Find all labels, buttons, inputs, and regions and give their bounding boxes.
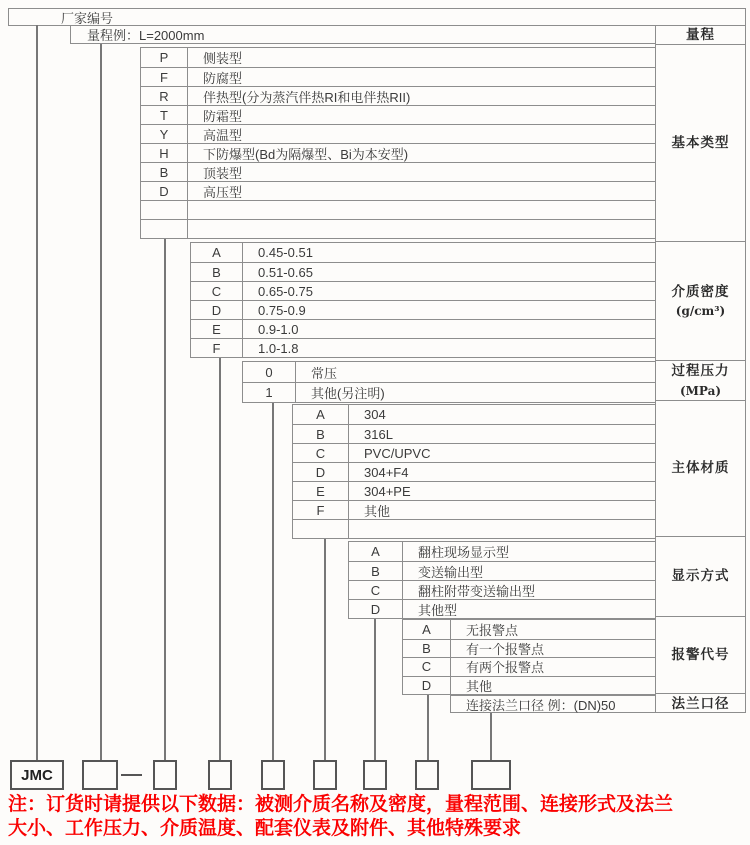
manufacturer-row xyxy=(8,8,746,26)
option-code: B xyxy=(141,163,188,181)
option-row xyxy=(403,657,655,676)
category-label-process-pressure xyxy=(656,361,745,401)
connector-line xyxy=(219,358,221,760)
option-description: 翻柱附带变送输出型 xyxy=(418,583,536,599)
option-code: 0 xyxy=(243,362,296,382)
option-code: A xyxy=(403,620,451,639)
option-row xyxy=(141,200,655,219)
option-row xyxy=(191,300,655,319)
option-row xyxy=(293,481,655,500)
option-description: PVC/UPVC xyxy=(364,445,431,461)
option-description xyxy=(188,220,655,238)
ordering-note xyxy=(8,793,750,842)
section-process-pressure xyxy=(242,361,656,403)
option-row xyxy=(293,462,655,481)
option-row xyxy=(191,243,655,262)
option-description xyxy=(349,520,655,538)
option-code xyxy=(141,220,188,238)
option-description: 1.0-1.8 xyxy=(258,340,299,356)
option-row xyxy=(141,181,655,200)
section-body-material xyxy=(292,404,656,539)
option-row xyxy=(349,561,655,580)
option-description: 0.75-0.9 xyxy=(258,302,306,318)
option-description: 有一个报警点 xyxy=(466,641,545,657)
option-code xyxy=(141,201,188,219)
option-row xyxy=(293,405,655,424)
option-row xyxy=(349,542,655,561)
section-display-mode xyxy=(348,541,656,619)
code-box-alarm-code xyxy=(415,760,439,790)
option-code: A xyxy=(191,243,243,262)
manufacturer-label: 厂家编号 xyxy=(61,10,114,26)
option-row xyxy=(349,580,655,599)
option-description: 0.65-0.75 xyxy=(258,283,313,299)
option-description: 304 xyxy=(364,407,386,422)
option-code: E xyxy=(293,482,349,500)
code-box-process-pressure xyxy=(261,760,285,790)
range-row xyxy=(70,25,656,44)
option-code: H xyxy=(141,144,188,162)
option-row xyxy=(141,143,655,162)
category-label-text: 基本类型 xyxy=(671,134,730,151)
option-code: F xyxy=(191,339,243,357)
option-description: 其他型 xyxy=(418,602,458,618)
option-description: 防霜型 xyxy=(203,108,243,124)
option-row xyxy=(191,319,655,338)
code-box-flange-size xyxy=(471,760,511,790)
option-row xyxy=(141,219,655,238)
option-row xyxy=(403,620,655,639)
category-label-text: 主体材质 xyxy=(671,460,730,477)
option-code: F xyxy=(293,501,349,519)
option-code: D xyxy=(349,600,403,618)
option-description: 常压 xyxy=(311,365,338,381)
option-code: C xyxy=(349,581,403,599)
option-code: C xyxy=(403,658,451,676)
option-row xyxy=(243,362,655,382)
section-medium-density xyxy=(190,242,656,358)
option-code: A xyxy=(293,405,349,424)
code-box-range xyxy=(82,760,118,790)
flange-size-row xyxy=(450,695,656,713)
connector-line xyxy=(427,695,429,760)
category-label-subtext: (MPa) xyxy=(679,383,722,398)
code-box-medium-density xyxy=(208,760,232,790)
option-code: B xyxy=(293,425,349,443)
option-row xyxy=(403,639,655,658)
connector-line xyxy=(374,619,376,760)
option-description: 伴热型(分为蒸汽伴热RI和电伴热RII) xyxy=(203,89,411,105)
category-label-column xyxy=(655,25,746,713)
option-description: 304+F4 xyxy=(364,464,409,480)
section-alarm-code xyxy=(402,619,656,695)
option-description: 其他 xyxy=(364,503,391,519)
option-description: 高温型 xyxy=(203,127,243,143)
option-row xyxy=(191,262,655,281)
option-row xyxy=(293,500,655,519)
connector-line xyxy=(164,239,166,760)
option-code: D xyxy=(141,182,188,200)
option-code: D xyxy=(293,463,349,481)
connector-line xyxy=(272,403,274,760)
section-basic-type xyxy=(140,47,656,239)
option-code: B xyxy=(403,640,451,658)
connector-line xyxy=(100,44,102,760)
option-description: 防腐型 xyxy=(203,70,243,86)
option-description: 0.51-0.65 xyxy=(258,264,313,280)
option-code: D xyxy=(191,301,243,319)
dash-separator xyxy=(121,774,142,776)
option-code: T xyxy=(141,106,188,124)
option-row xyxy=(141,124,655,143)
option-code: R xyxy=(141,87,188,105)
option-code: D xyxy=(403,677,451,695)
category-label-text: 量程 xyxy=(686,26,715,43)
code-box-basic-type xyxy=(153,760,177,790)
option-code: E xyxy=(191,320,243,338)
option-description: 下防爆型(Bd为隔爆型、Bi为本安型) xyxy=(203,146,409,162)
option-row xyxy=(141,162,655,181)
connector-line xyxy=(490,713,492,760)
option-row xyxy=(141,105,655,124)
category-label-text: 报警代号 xyxy=(671,646,730,663)
category-label-text: 介质密度 xyxy=(671,283,730,300)
category-label-display-mode xyxy=(656,537,745,617)
option-row xyxy=(141,86,655,105)
category-label-range xyxy=(656,26,745,45)
option-row xyxy=(141,67,655,86)
category-label-text: 法兰口径 xyxy=(671,696,730,712)
category-label-text: 显示方式 xyxy=(671,568,730,585)
ordering-note-line: 大小、工作压力、介质温度、配套仪表及附件、其他特殊要求 xyxy=(8,818,522,840)
flange-size-label: 连接法兰口径 例：(DN)50 xyxy=(466,697,616,713)
option-row xyxy=(191,281,655,300)
category-label-flange-size xyxy=(656,694,745,714)
option-description xyxy=(188,201,655,219)
option-row xyxy=(349,599,655,618)
category-label-medium-density xyxy=(656,242,745,361)
option-code xyxy=(293,520,349,538)
option-description: 顶装型 xyxy=(203,165,243,181)
category-label-body-material xyxy=(656,401,745,537)
option-description: 其他 xyxy=(466,678,493,694)
option-code: C xyxy=(191,282,243,300)
code-box-body-material xyxy=(313,760,337,790)
option-description: 无报警点 xyxy=(466,622,519,638)
category-label-text: 过程压力 xyxy=(671,363,730,380)
connector-line xyxy=(324,539,326,760)
option-row xyxy=(293,443,655,462)
option-row xyxy=(191,338,655,357)
option-code: Y xyxy=(141,125,188,143)
option-row xyxy=(293,519,655,538)
option-description: 变送输出型 xyxy=(418,564,484,580)
option-description: 0.45-0.51 xyxy=(258,245,313,260)
code-box-display-mode xyxy=(363,760,387,790)
option-code: B xyxy=(191,263,243,281)
option-description: 侧装型 xyxy=(203,51,243,66)
option-code: B xyxy=(349,562,403,580)
category-label-basic-type xyxy=(656,45,745,242)
option-code: 1 xyxy=(243,383,296,402)
option-description: 翻柱现场显示型 xyxy=(418,545,510,560)
category-label-alarm-code xyxy=(656,617,745,694)
category-label-subtext: (g/cm³) xyxy=(675,304,726,319)
option-description: 0.9-1.0 xyxy=(258,321,299,337)
option-code: F xyxy=(141,68,188,86)
option-description: 其他(另注明) xyxy=(311,386,385,401)
option-row xyxy=(243,382,655,402)
option-description: 316L xyxy=(364,426,393,442)
option-description: 高压型 xyxy=(203,184,243,200)
connector-line xyxy=(36,25,38,760)
option-code: P xyxy=(141,48,188,67)
option-row xyxy=(141,48,655,67)
option-row xyxy=(403,676,655,695)
range-example-label: 量程例：L=2000mm xyxy=(87,28,205,43)
option-row xyxy=(293,424,655,443)
option-description: 304+PE xyxy=(364,483,411,499)
option-code: C xyxy=(293,444,349,462)
option-code: A xyxy=(349,542,403,561)
ordering-note-line: 注：订货时请提供以下数据：被测介质名称及密度，量程范围、连接形式及法兰 xyxy=(8,794,674,815)
model-prefix-box xyxy=(10,760,64,790)
option-description: 有两个报警点 xyxy=(466,660,545,676)
model-prefix-label: JMC xyxy=(21,766,53,784)
